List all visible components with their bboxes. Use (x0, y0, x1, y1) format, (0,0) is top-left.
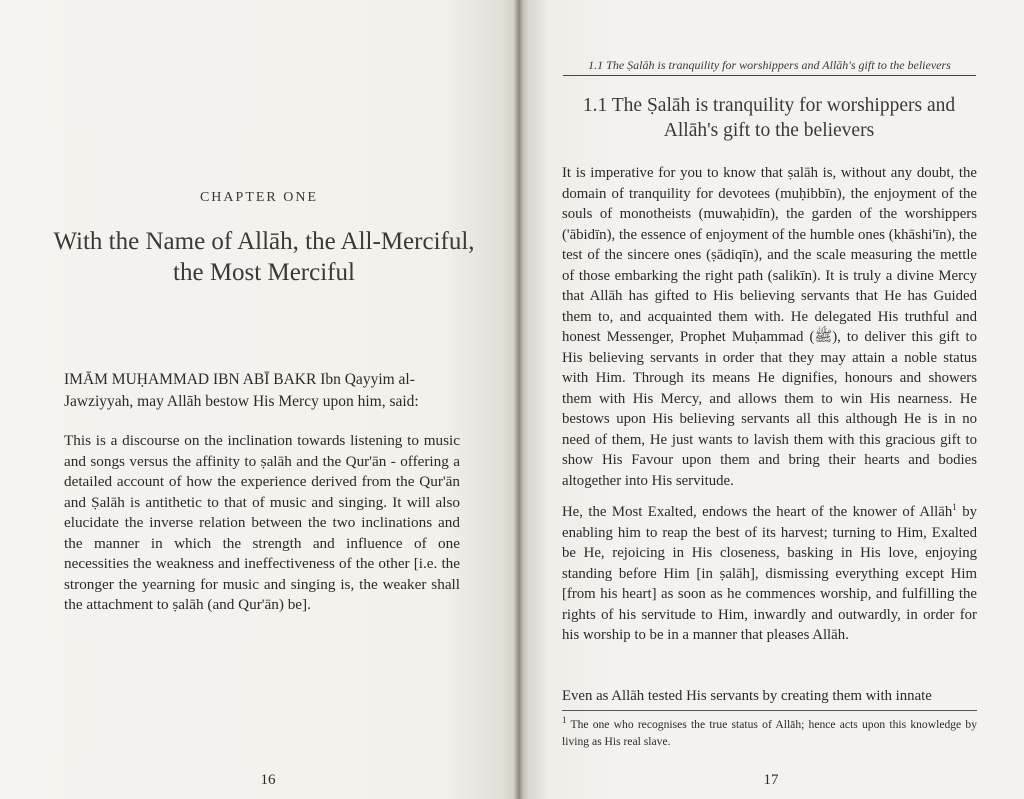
paragraph-3: Even as Allāh tested His servants by creating them with innate (562, 688, 932, 704)
paragraph-2-start: He, the Most Exalted, endows the heart of the knower of Allāh (562, 504, 953, 520)
chapter-title (40, 226, 488, 288)
page-number-right: 17 (763, 772, 779, 788)
intro-body-text: This is a discourse on the inclination towards listening to music and songs versus the affinity to ṣalāh and the Qur'ān - offering a detailed account of how the experience derived from the Qur'ān and Ṣalāh is antithetic to that of music and singing. It will also elucidate the inverse relation between the two inclinations and the manner in which the strength and influence of one necessities the weakness and ineffectiveness of the other [i.e. the stronger the yearning for music and singing is, the weaker shall the attachment to ṣalāh (and Qur'ān) be]. (64, 432, 460, 613)
chapter-title-line-2: the Most Merciful (173, 259, 355, 286)
chapter-label: CHAPTER ONE (199, 190, 319, 205)
paragraph-2 (562, 502, 977, 646)
running-head: 1.1 The Ṣalāh is tranquility for worshippers and Allāh's gift to the believers (563, 58, 976, 76)
paragraph-1: It is imperative for you to know that ṣalāh is, without any doubt, the domain of tranquility for devotees (muḥibbīn), the enjoyment of the souls of monotheists (muwaḥidīn), the garden of the worshippers ('ābidīn), the essence of enjoyment of the humble ones (khāshi'īn), the test of the sincere ones (ṣādiqīn), and the scale measuring the mettle of those embarking the right path (salikīn). It is truly a divine Mercy that Allāh has gifted to His believing servants that He has Guided them to, and acquainted them with. He delegated His truthful and honest Messenger, Prophet Muḥammad (ﷺ), to deliver this gift to His believing servants in order that they may attain a noble status with Him. Through its means He dignifies, honours and showers them with His Mercy, and allows them to win His nearness. He bestows upon His believing servants all this although He is in no need of them, He just wants to lavish them with this gracious gift to show His Favour upon them and bring their hearts and bodies altogether into His servitude. (562, 165, 977, 489)
intro-attribution: IMĀM MUḤAMMAD IBN ABĪ BAKR Ibn Qayyim al-Jawziyyah, may Allāh bestow His Mercy upon him, said: (64, 371, 419, 410)
page-number-left: 16 (260, 772, 276, 788)
section-title-line-2: Allāh's gift to the believers (663, 120, 875, 141)
paragraph-2-rest: by enabling him to reap the best of its harvest; turning to Him, Exalted be He, rejoicing in His closeness, basking in His love, enjoying standing before Him [in ṣalāh], dismissing everything except Him [from his heart] as soon as he commences worship, and fulfilling the rights of his servitude to Him, inwardly and outwardly, in order for his worship to be in a manner that pleases Allāh. (562, 504, 977, 643)
footnote-marker: 1 (952, 502, 957, 513)
section-title (560, 93, 978, 143)
footnote (562, 716, 977, 750)
book-gutter (514, 0, 524, 799)
footnote-divider (562, 710, 977, 711)
footnote-number: 1 (562, 715, 567, 726)
chapter-title-line-1: With the Name of Allāh, the All-Merciful, (53, 228, 475, 255)
footnote-text: The one who recognises the true status of Allāh; hence acts upon this knowledge by living as His real slave. (562, 718, 977, 748)
section-title-line-1: 1.1 The Ṣalāh is tranquility for worshippers and (582, 95, 956, 116)
